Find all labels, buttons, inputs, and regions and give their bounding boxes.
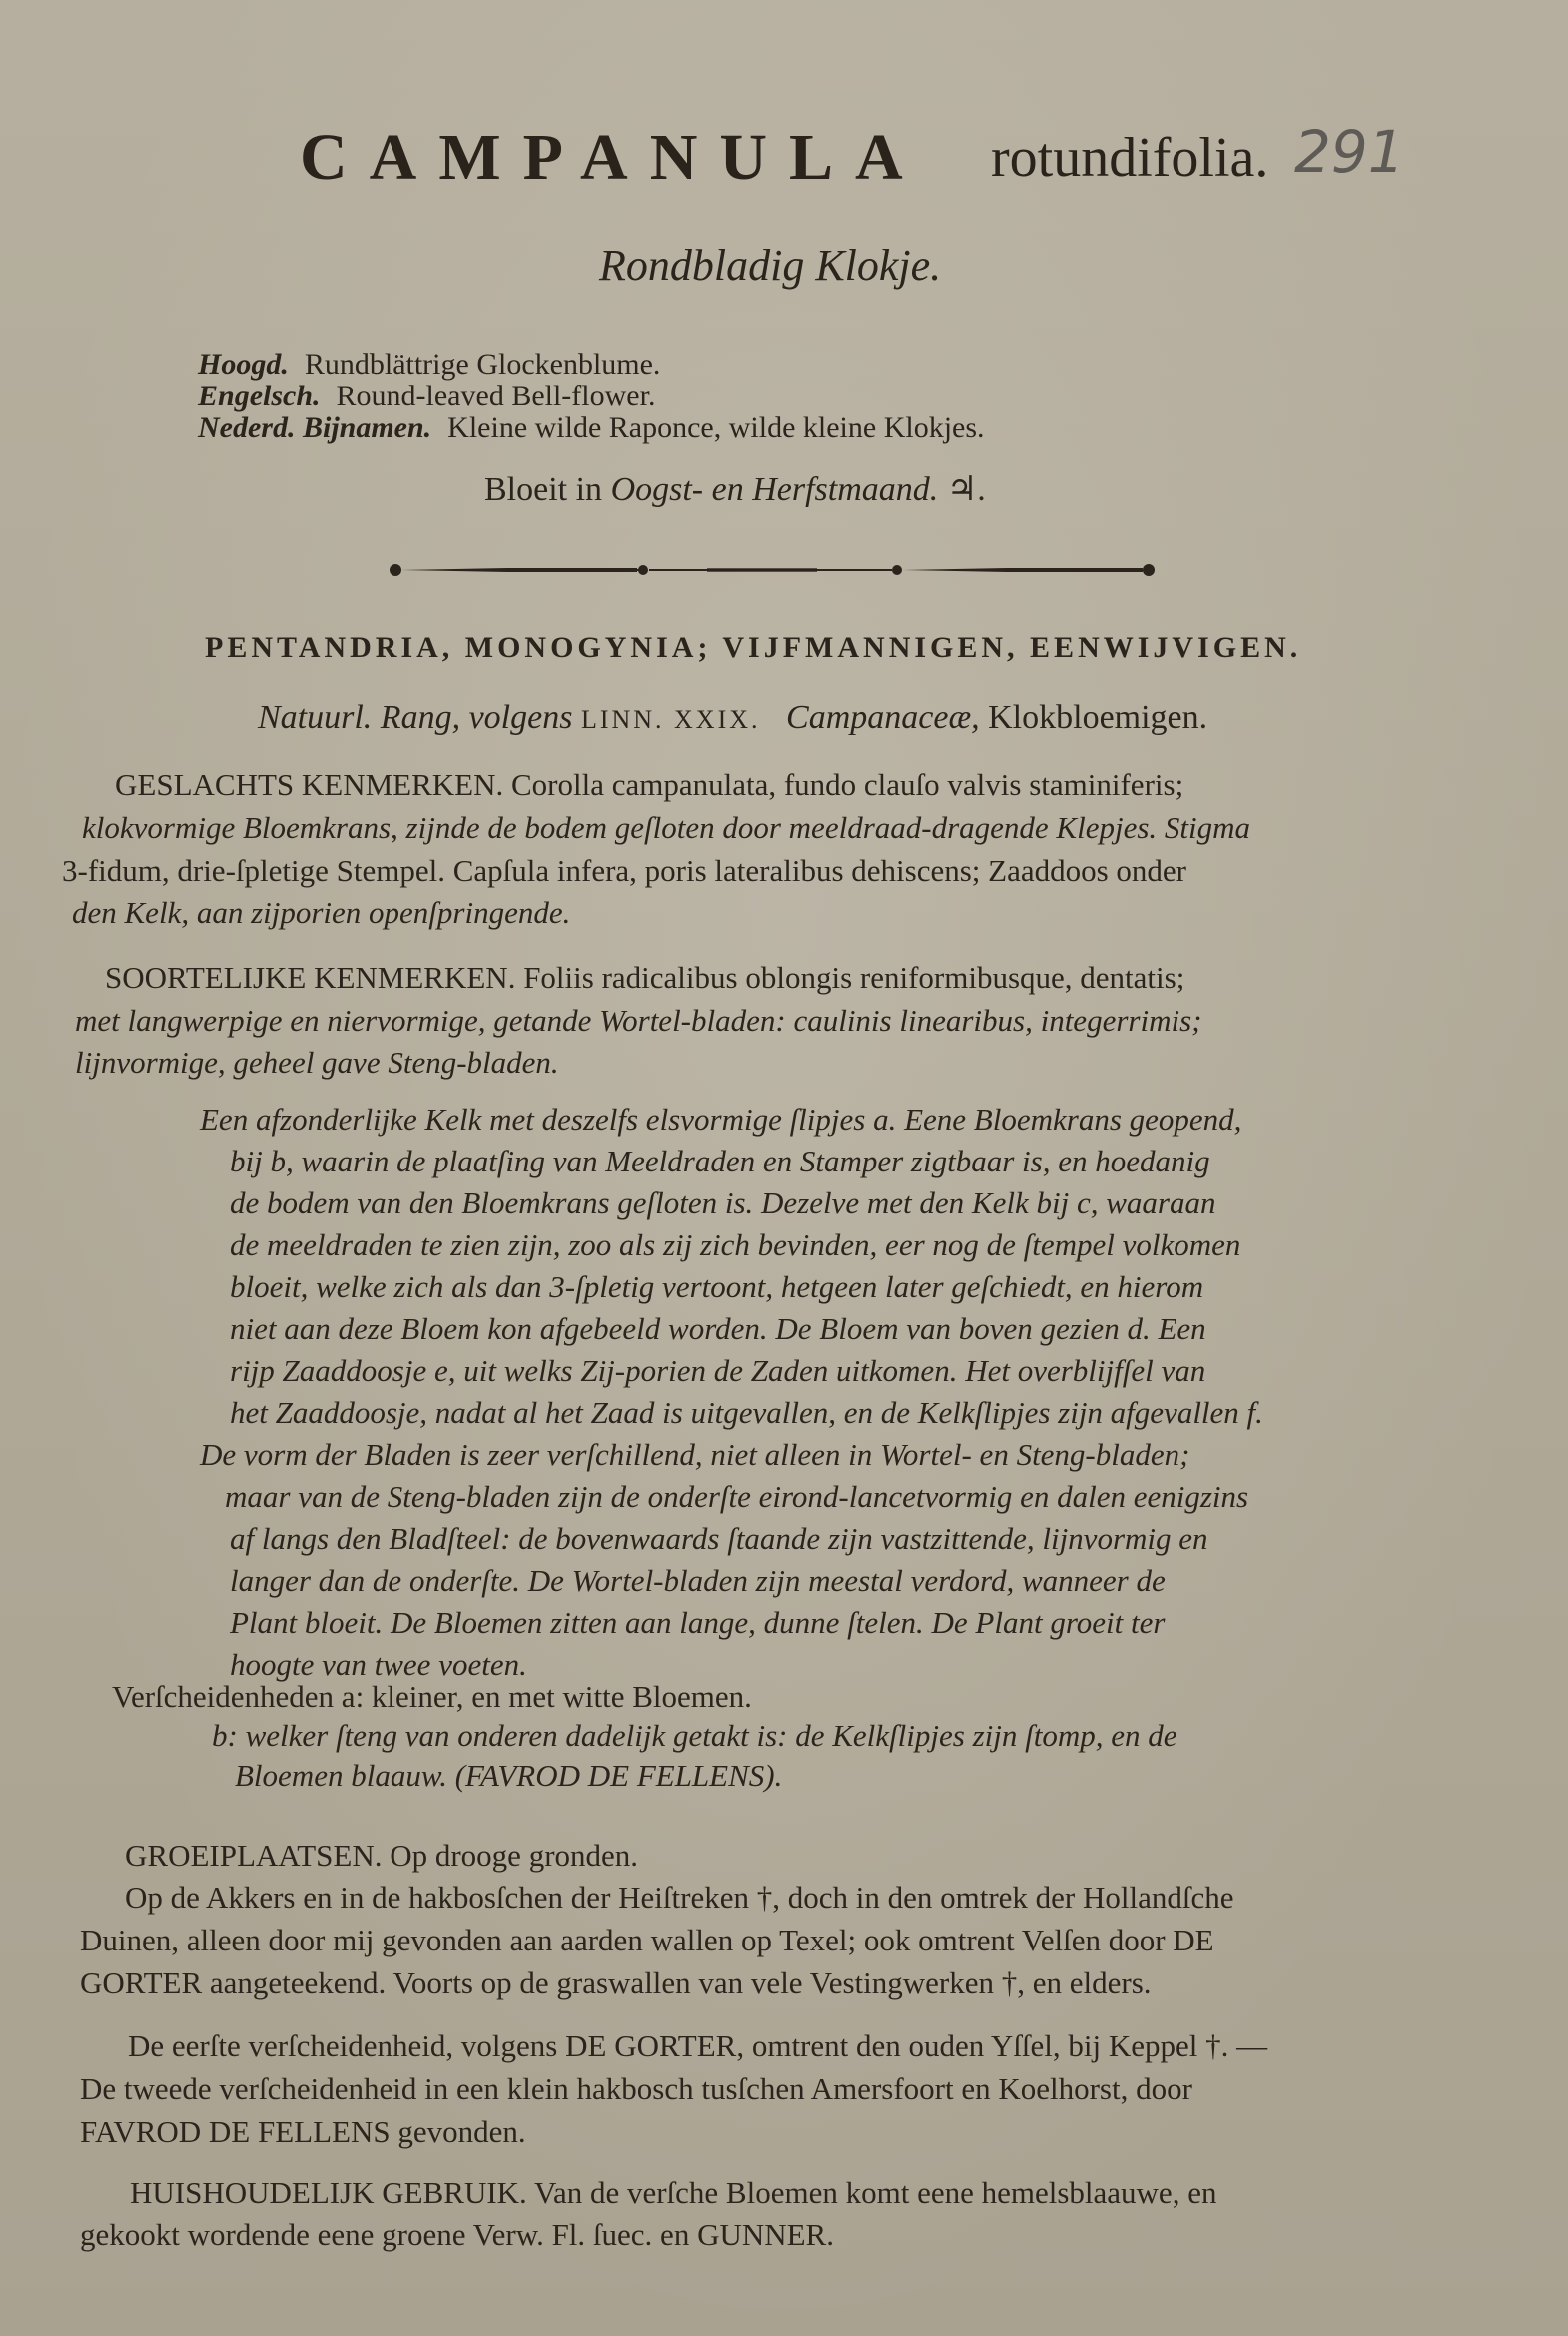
- name-text: Kleine wilde Raponce, wilde kleine Klokjes.: [447, 411, 985, 444]
- text-line: Plant bloeit. De Bloemen zitten aan lange, dunne ſtelen. De Plant groeit ter: [230, 1605, 1166, 1640]
- natural-order-label: Natuurl. Rang, volgens: [258, 699, 573, 736]
- name-text: Round-leaved Bell-flower.: [336, 380, 656, 412]
- text-line: De tweede verſcheidenheid in een klein hakbosch tusſchen Amersfoort en Koelhorst, door: [80, 2071, 1192, 2106]
- text-line: maar van de Steng-bladen zijn de onderſte eirond-lancetvormig en dalen eenigzins: [225, 1479, 1249, 1514]
- text-line: GESLACHTS KENMERKEN. Corolla campanulata, fundo clauſo valvis staminiferis;: [115, 767, 1184, 802]
- text-line: bij b, waarin de plaatſing van Meeldraden en Stamper zigtbaar is, en hoedanig: [230, 1144, 1210, 1178]
- page-title-species: rotundifolia.: [991, 127, 1269, 189]
- family-latin: Campanaceæ,: [786, 699, 980, 736]
- text-line: Duinen, alleen door mij gevonden aan aarden wallen op Texel; ook omtrent Velſen door DE: [80, 1923, 1214, 1957]
- text-line: met langwerpige en niervormige, getande Wortel-bladen: caulinis linearibus, integerrimis;: [75, 1003, 1202, 1038]
- text-line: Op de Akkers en in de hakbosſchen der Heiſtreken †, doch in den omtrek der Hollandſche: [125, 1880, 1234, 1915]
- perennial-symbol: ♃.: [946, 471, 986, 508]
- text-line: lijnvormige, geheel gave Steng-bladen.: [75, 1045, 559, 1080]
- page-title-genus: CAMPANULA: [300, 121, 925, 194]
- bloom-period: [484, 469, 986, 509]
- text-line: b: welker ſteng van onderen dadelijk getakt is: de Kelkſlipjes zijn ſtomp, en de: [212, 1718, 1177, 1753]
- text-line: GORTER aangeteekend. Voorts op de graswallen van vele Vestingwerken †, en elders.: [80, 1965, 1152, 2000]
- text-line: af langs den Bladſteel: de bovenwaards ſtaande zijn vastzittende, lijnvormig en: [230, 1521, 1208, 1556]
- text-line: de meeldraden te zien zijn, zoo als zij zich bevinden, eer nog de ſtempel volkomen: [230, 1227, 1241, 1262]
- text-line: GROEIPLAATSEN. Op drooge gronden.: [125, 1838, 639, 1873]
- name-text: Rundblättrige Glockenblume.: [304, 348, 661, 381]
- bloom-months: Oogst- en Herfstmaand.: [610, 471, 939, 508]
- text-line: De vorm der Bladen is zeer verſchillend, niet alleen in Wortel- en Steng-bladen;: [200, 1437, 1190, 1472]
- name-label: Hoogd.: [198, 348, 289, 381]
- text-line: De eerſte verſcheidenheid, volgens DE GORTER, omtrent den ouden Yſſel, bij Keppel †. —: [128, 2028, 1268, 2063]
- name-line-english: [198, 380, 655, 413]
- common-name-subtitle: Rondbladig Klokje.: [599, 241, 942, 290]
- linnaeus-reference: LINN. XXIX.: [580, 705, 761, 734]
- text-line: Verſcheidenheden a: kleiner, en met witte Bloemen.: [112, 1679, 752, 1714]
- text-line: niet aan deze Bloem kon afgebeeld worden. De Bloem van boven gezien d. Een: [230, 1311, 1206, 1346]
- text-line: FAVROD DE FELLENS gevonden.: [80, 2114, 526, 2149]
- text-line: SOORTELIJKE KENMERKEN. Foliis radicalibus oblongis reniformibusque, dentatis;: [105, 960, 1185, 995]
- text-line: hoogte van twee voeten.: [230, 1647, 527, 1682]
- text-line: Een afzonderlijke Kelk met deszelfs elsvormige ſlipjes a. Eene Bloemkrans geopend,: [200, 1102, 1242, 1137]
- bloom-prefix: Bloeit in: [484, 471, 603, 508]
- linnaean-classification: PENTANDRIA, MONOGYNIA; VIJFMANNIGEN, EENWIJVIGEN.: [205, 631, 1302, 664]
- name-line-dutch: [198, 411, 985, 445]
- text-line: gekookt wordende eene groene Verw. Fl. ſuec. en GUNNER.: [80, 2217, 834, 2252]
- text-line: den Kelk, aan zijporien openſpringende.: [72, 895, 571, 930]
- natural-order-line: [258, 699, 1207, 737]
- handwritten-page-number: 291: [1294, 118, 1405, 186]
- decorative-rule: [388, 555, 1157, 585]
- text-line: de bodem van den Bloemkrans geſloten is. Dezelve met den Kelk bij c, waaraan: [230, 1185, 1216, 1220]
- text-line: langer dan de onderſte. De Wortel-bladen zijn meestal verdord, wanneer de: [230, 1563, 1166, 1598]
- text-line: HUISHOUDELIJK GEBRUIK. Van de verſche Bloemen komt eene hemelsblaauwe, en: [130, 2175, 1217, 2210]
- name-label: Engelsch.: [198, 380, 321, 412]
- family-dutch: Klokbloemigen.: [988, 699, 1208, 736]
- text-line: rijp Zaaddoosje e, uit welks Zij-porien de Zaden uitkomen. Het overblijfſel van: [230, 1353, 1206, 1388]
- text-line: klokvormige Bloemkrans, zijnde de bodem geſloten door meeldraad-dragende Klepjes. Stigma: [82, 810, 1251, 845]
- text-line: het Zaaddoosje, nadat al het Zaad is uitgevallen, en de Kelkſlipjes zijn afgevallen f.: [230, 1395, 1263, 1430]
- text-line: 3-fidum, drie-ſpletige Stempel. Capſula infera, poris lateralibus dehiscens; Zaaddoos onder: [62, 853, 1187, 888]
- name-line-german: [198, 348, 660, 382]
- name-label: Nederd. Bijnamen.: [198, 411, 432, 444]
- text-line: Bloemen blaauw. (FAVROD DE FELLENS).: [235, 1758, 783, 1793]
- text-line: bloeit, welke zich als dan 3-ſpletig vertoont, hetgeen later geſchiedt, en hierom: [230, 1269, 1204, 1304]
